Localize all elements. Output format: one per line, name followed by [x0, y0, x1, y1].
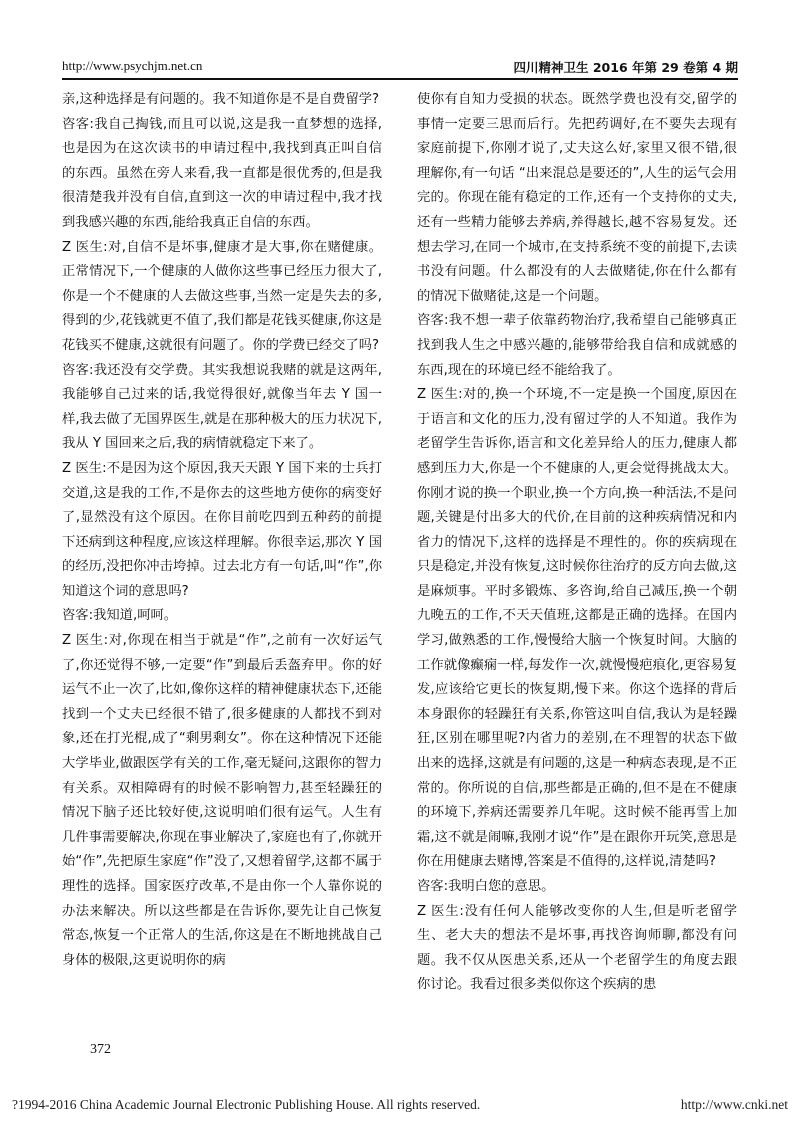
site-link[interactable]: http://www.cnki.net — [680, 1097, 788, 1112]
journal-issue: 四川精神卫生 2016 年第 29 卷第 4 期 — [513, 60, 738, 75]
paragraph: 咨客:我不想一辈子依靠药物治疗,我希望自己能够真正找到我人生之中感兴趣的,能够带给我自信和成就感的东西,现在的环境已经不能给我了。 — [417, 313, 737, 378]
footer — [12, 1097, 788, 1113]
paragraph: Z 医生:没有任何人能够改变你的人生,但是听老留学生、老大夫的想法不是坏事,再找咨询师聊,都没有问题。我不仅从医患关系,还从一个老留学生的角度去跟你讨论。我看过很多类似你这个疾病的患 — [417, 903, 737, 993]
paragraph: Z 医生:对,你现在相当于就是“作”,之前有一次好运气了,你还觉得不够,一定要“作”到最后丢盔弃甲。你的好运气不止一次了,比如,像你这样的精神健康状态下,还能找到一个丈夫已经很不错了,很多健康的人都找不到对象,还在打光棍,成了“剩男剩女”。你在这种情况下还能大学毕业,做跟医学有关的工作,毫无疑问,这跟你的智力有关系。双相障碍有的时候不影响智力,甚至轻躁狂的情况下脑子还比较好使,这说明咱们很有运气。人生有几件事需要解决,你现在事业解决了,家庭也有了,你就开始“作”,先把原生家庭“作”没了,又想着留学,这都不属于理性的选择。国家医疗改革,不是由你一个人靠你说的办法来解决。所以这些都是在告诉你,要先让自己恢复常态,恢复一个正常人的生活,你这是在不断地挑战自己身体的极限,这更说明你的病 — [62, 633, 382, 968]
left-column — [62, 88, 382, 973]
paragraph: 亲,这种选择是有问题的。我不知道你是不是自费留学? — [62, 92, 380, 107]
page-number: 372 — [90, 1042, 111, 1057]
right-column — [417, 88, 737, 998]
paragraph: 咨客:我还没有交学费。其实我想说我赌的就是这两年,我能够自己过来的话,我觉得很好,就像当年去 Y 国一样,我去做了无国界医生,就是在那种极大的压力状况下,我从 Y 国回来之后,我的病情就稳定下来了。 — [62, 362, 382, 452]
paragraph: Z 医生:对,自信不是坏事,健康才是大事,你在赌健康。正常情况下,一个健康的人做你这些事已经压力很大了,你是一个不健康的人去做这些事,当然一定是失去的多,得到的少,花钱就更不值了,我们都是花钱买健康,你这是花钱买不健康,这就很有问题了。你的学费已经交了吗? — [62, 239, 382, 353]
paragraph: 使你有自知力受损的状态。既然学费也没有交,留学的事情一定要三思而后行。先把药调好,在不要失去现有家庭前提下,你刚才说了,丈夫这么好,家里又很不错,很理解你,有一句话 “出来混总是要还的”,人生的运气会用完的。你现在能有稳定的工作,还有一个支持你的丈夫,还有一些精力能够去养病,养得越长,越不容易复发。还想去学习,在同一个城市,在支持系统不变的前提下,去读书没有问题。什么都没有的人去做赌徒,你在什么都有的情况下做赌徒,这是一个问题。 — [417, 92, 737, 304]
copyright-text: ?1994-2016 China Academic Journal Electronic Publishing House. All rights reserved. — [12, 1097, 481, 1112]
paragraph: 咨客:我明白您的意思。 — [417, 879, 555, 894]
paragraph: Z 医生:不是因为这个原因,我天天跟 Y 国下来的士兵打交道,这是我的工作,不是你去的这些地方使你的病变好了,显然没有这个原因。在你目前吃四到五种药的前提下还病到这种程度,应该这样理解。你很幸运,那次 Y 国的经历,没把你冲击垮掉。过去北方有一句话,叫“作”,你知道这个词的意思吗? — [62, 460, 382, 599]
paragraph: 咨客:我知道,呵呵。 — [62, 608, 178, 624]
paragraph: 咨客:我自己掏钱,而且可以说,这是我一直梦想的选择,也是因为在这次读书的申请过程中,我找到真正叫自信的东西。虽然在旁人来看,我一直都是很优秀的,但是我很清楚我并没有自信,直到这一次的申请过程中,我才找到我感兴趣的东西,能给我真正自信的东西。 — [62, 116, 382, 230]
paragraph: Z 医生:对的,换一个环境,不一定是换一个国度,原因在于语言和文化的压力,没有留过学的人不知道。我作为老留学生告诉你,语言和文化差异给人的压力,健康人都感到压力大,你是一个不健康的人,更会觉得挑战太大。你刚才说的换一个职业,换一个方向,换一种活法,不是问题,关键是付出多大的代价,在目前的这种疾病情况和内省力的情况下,这样的选择是不理性的。你的疾病现在只是稳定,并没有恢复,这时候你往治疗的反方向去做,这是麻烦事。平时多锻炼、多咨询,给自己减压,换一个朝九晚五的工作,不天天值班,这都是正确的选择。在国内学习,做熟悉的工作,慢慢给大脑一个恢复时间。大脑的工作就像癫痫一样,每发作一次,就慢慢疤痕化,更容易复发,应该给它更长的恢复期,慢下来。你这个选择的背后本身跟你的轻躁狂有关系,你管这叫自信,我认为是轻躁狂,区别在哪里呢?内省力的差别,在不理智的状态下做出来的选择,这就是有问题的,这是一种病态表现,是不正常的。你所说的自信,那些都是正确的,但不是在不健康的环境下,养病还需要养几年呢。这时候不能再雪上加霜,这不就是闹嘛,我刚才说“作”是在跟你开玩笑,意思是你在用健康去赌博,答案是不值得的,这样说,清楚吗? — [417, 387, 737, 870]
journal-url: http://www.psychjm.net.cn — [62, 58, 203, 73]
header-rule — [62, 78, 738, 80]
